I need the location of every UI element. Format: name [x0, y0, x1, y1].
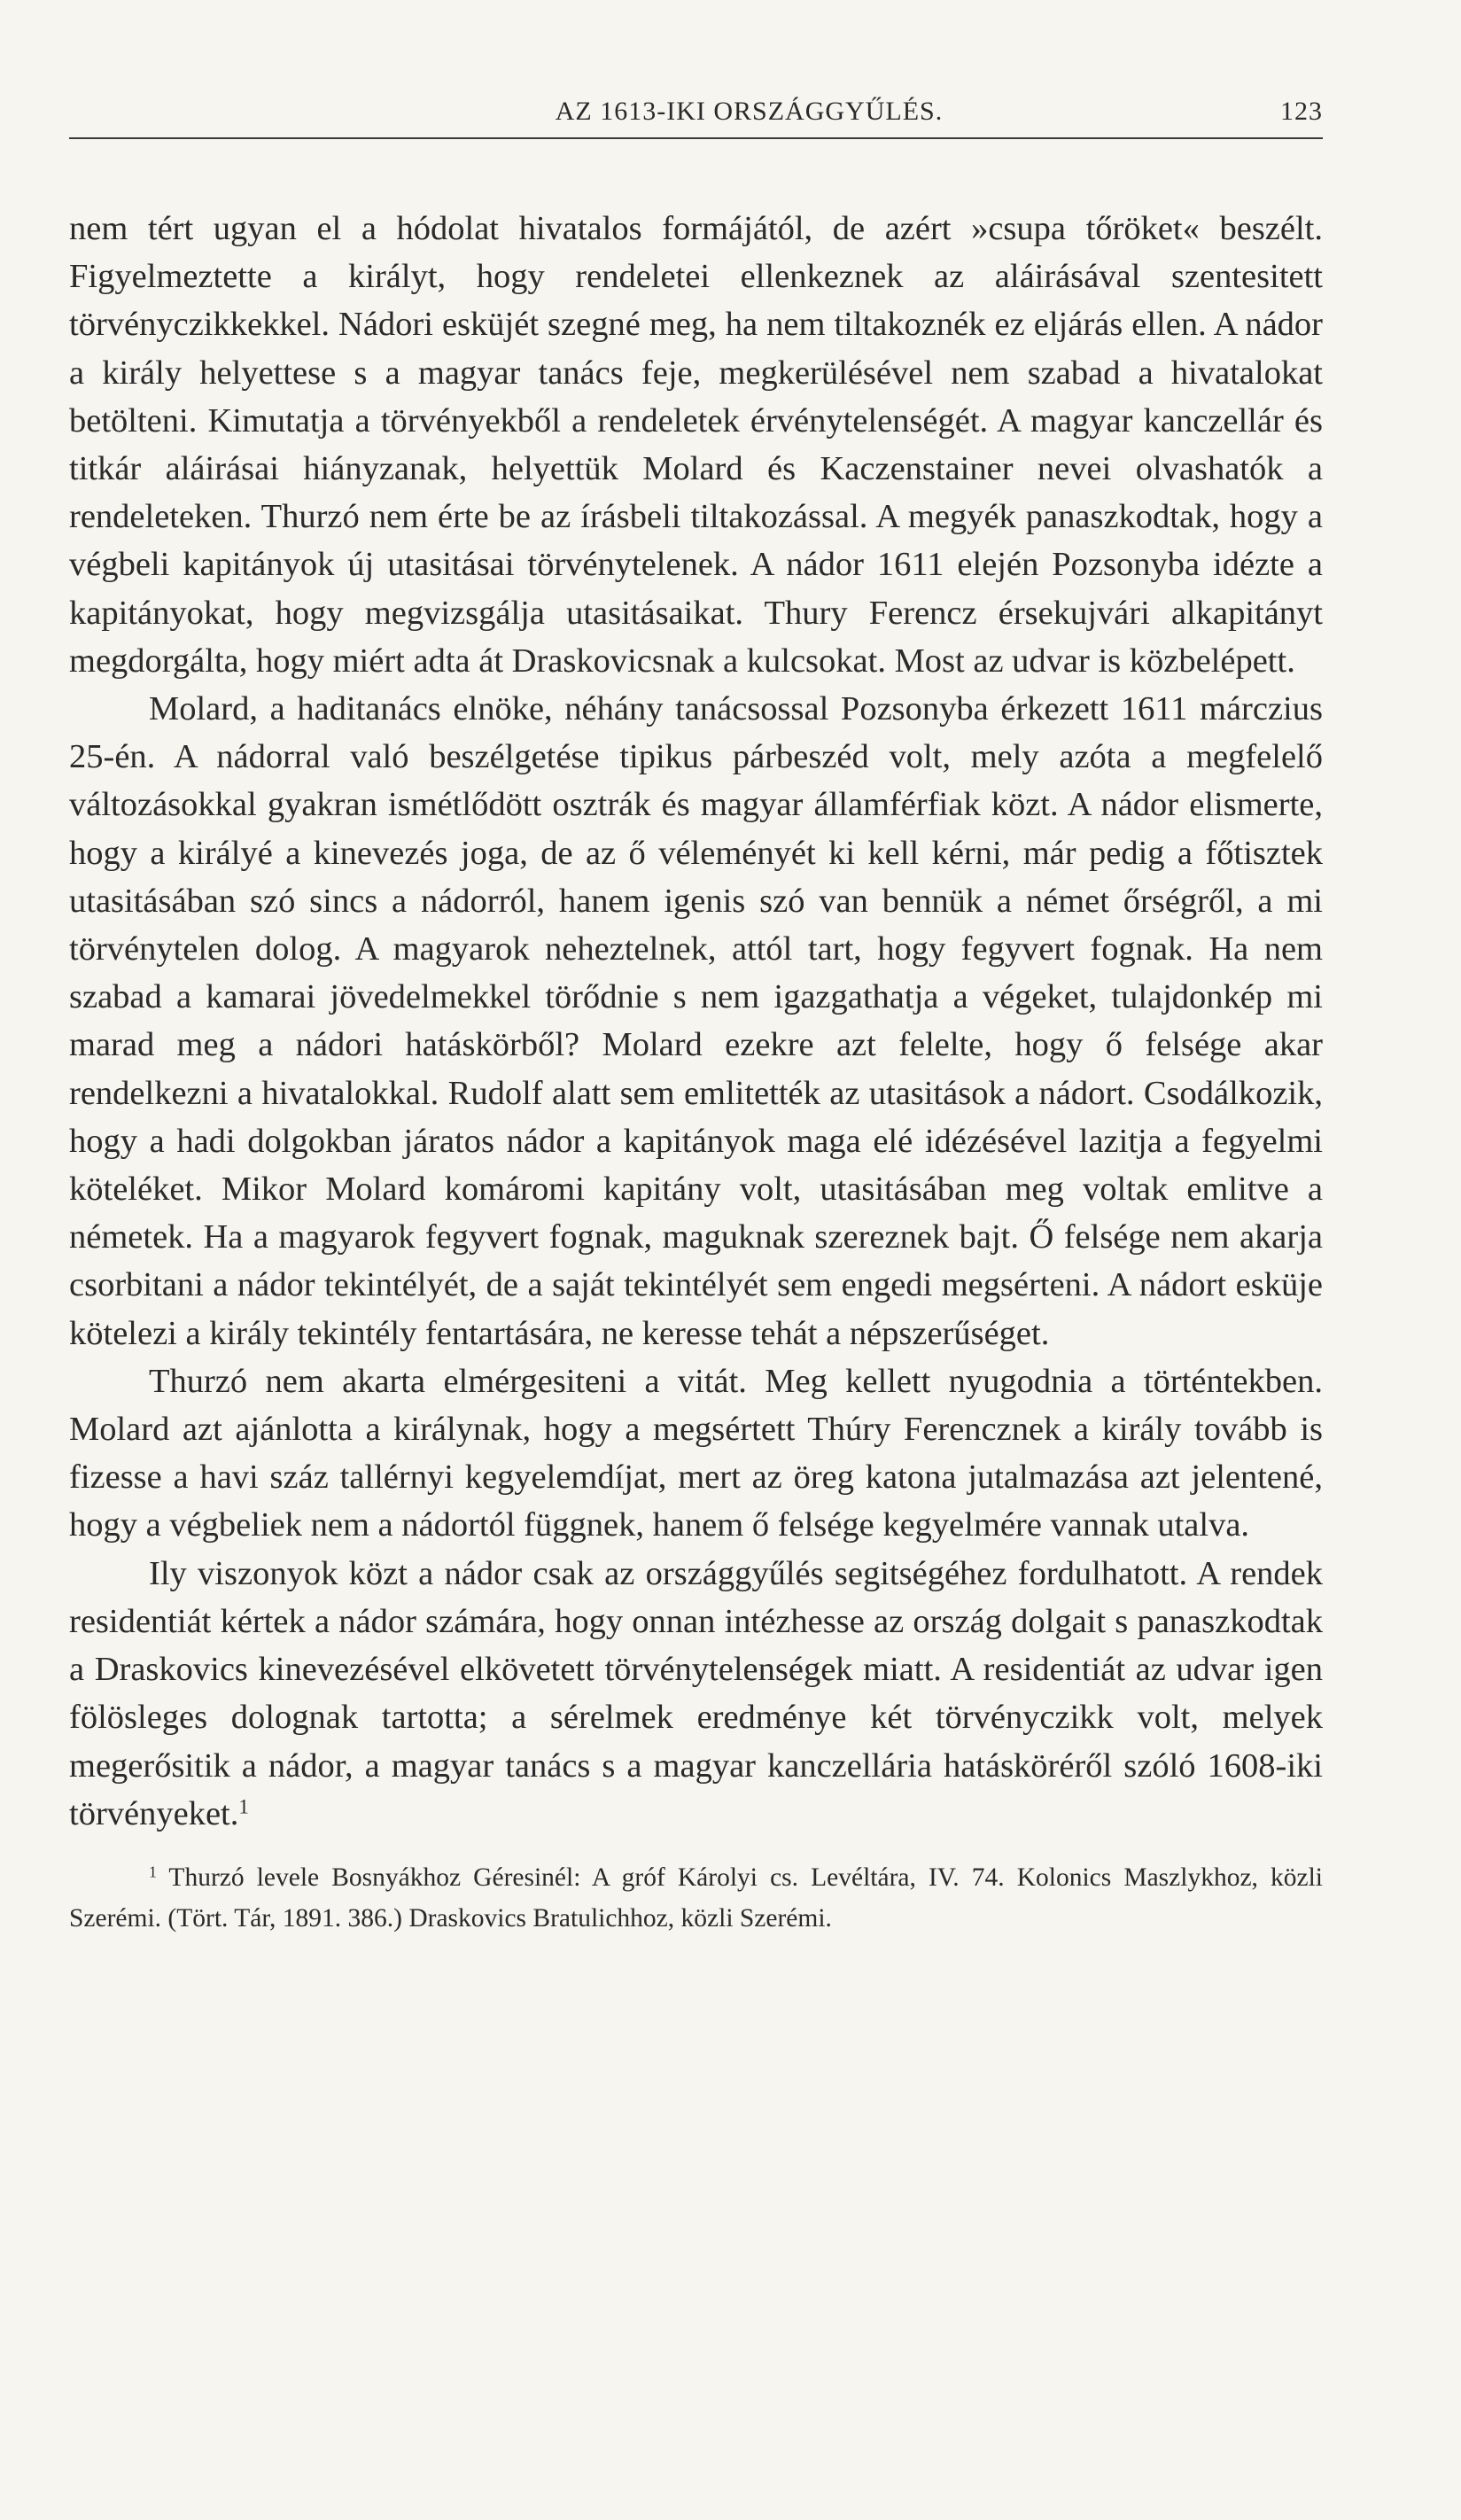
running-title: AZ 1613-IKI ORSZÁGGYŰLÉS.: [555, 97, 944, 126]
paragraph-1: nem tért ugyan el a hódolat hivatalos formájától, de azért »csupa tőröket« beszélt. Figyelmeztette a királyt, hogy rendeletei ellenkeznek az aláirásával szentesitett törvényczikkekkel. Nádori esküjét szegné meg, ha nem tiltakoznék ez eljárás ellen. A nádor a király helyettese s a magyar tanács feje, megkerülésével nem szabad a hivatalokat betölteni. Kimutatja a törvényekből a rendeletek érvénytelenségét. A magyar kanczellár és titkár aláirásai hiányzanak, helyettük Molard és Kaczenstainer nevei olvashatók a rendeleteken. Thurzó nem érte be az írásbeli tiltakozással. A megyék panaszkodtak, hogy a végbeli kapitányok új utasitásai törvénytelenek. A nádor 1611 elején Pozsonyba idézte a kapitányokat, hogy megvizsgálja utasitásaikat. Thury Ferencz érsekujvári alkapitányt megdorgálta, hogy miért adta át Draskovicsnak a kulcsokat. Most az udvar is közbelépett.: [69, 210, 1323, 680]
footnote-marker: 1: [149, 1863, 157, 1881]
body-text: [69, 205, 1323, 1838]
page-number: 123: [1280, 97, 1323, 126]
book-page: [69, 84, 1323, 1939]
running-head: [69, 84, 1323, 139]
paragraph-2: Molard, a haditanács elnöke, néhány tanácsossal Pozsonyba érkezett 1611 márczius 25-én. A nádorral való beszélgetése tipikus párbeszéd volt, mely azóta a megfelelő változásokkal gyakran ismétlődött osztrák és magyar államférfiak közt. A nádor elismerte, hogy a királyé a kinevezés joga, de az ő véleményét ki kell kérni, már pedig a főtisztek utasitásában szó sincs a nádorról, hanem igenis szó van bennük a német őrségről, a mi törvénytelen dolog. A magyarok neheztelnek, attól tart, hogy fegyvert fognak. Ha nem szabad a kamarai jövedelmekkel törődnie s nem igazgathatja a végeket, tulajdonkép mi marad meg a nádori hatáskörből? Molard ezekre azt felelte, hogy ő felsége akar rendelkezni a hivatalokkal. Rudolf alatt sem emlitették az utasitások a nádort. Csodálkozik, hogy a hadi dolgokban járatos nádor a kapitányok maga elé idézésével lazitja a fegyelmi köteléket. Mikor Molard komáromi kapitány volt, utasitásában meg voltak emlitve a németek. Ha a magyarok fegyvert fognak, maguknak szereznek bajt. Ő felsége nem akarja csorbitani a nádor tekintélyét, de a saját tekintélyét sem engedi megsérteni. A nádort esküje kötelezi a király tekintély fentartására, ne keresse tehát a népszerűséget.: [69, 690, 1323, 1352]
footnote-reference[interactable]: 1: [238, 1794, 249, 1817]
footnote-text: Thurzó levele Bosnyákhoz Géresinél: A gróf Károlyi cs. Levéltára, IV. 74. Kolonics Maszlykhoz, közli Szerémi. (Tört. Tár, 1891. 386.) Draskovics Bratulichhoz, közli Szerémi.: [69, 1863, 1323, 1933]
paragraph-4-text: Ily viszonyok közt a nádor csak az országgyűlés segitségéhez fordulhatott. A rendek residentiát kértek a nádor számára, hogy onnan intézhesse az ország dolgait s panaszkodtak a Draskovics kinevezésével elkövetett törvénytelenségek miatt. A residentiát az udvar igen fölösleges dolognak tartotta; a sérelmek eredménye két törvényczikk volt, melyek megerősitik a nádor, a magyar tanács s a magyar kanczellária hatásköréről szóló 1608-iki törvényeket.: [69, 1554, 1323, 1832]
paragraph-3: Thurzó nem akarta elmérgesiteni a vitát. Meg kellett nyugodnia a történtekben. Molard azt ajánlotta a királynak, hogy a megsértett Thúry Ferencznek a király tovább is fizesse a havi száz tallérnyi kegyelemdíjat, mert az öreg katona jutalmazása azt jelentené, hogy a végbeliek nem a nádortól függnek, hanem ő felsége kegyelmére vannak utalva.: [69, 1362, 1323, 1544]
paragraph-4: [69, 1550, 1323, 1838]
footnote: [69, 1857, 1323, 1939]
